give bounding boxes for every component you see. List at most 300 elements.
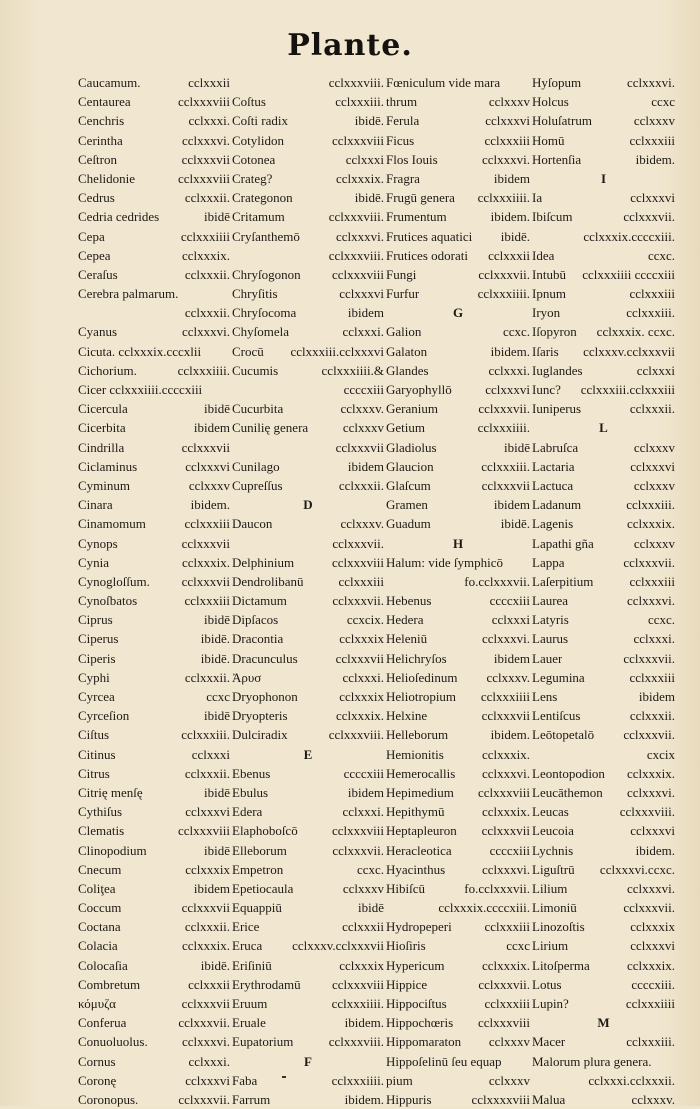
index-entry: [232, 265, 386, 284]
index-entry: [232, 1071, 386, 1090]
entry-name: Crateg?: [232, 170, 273, 186]
entry-name: Chelidonie: [78, 170, 136, 186]
entry-reference: cclxxxix.: [481, 804, 530, 820]
entry-name: Ibiſcum: [532, 209, 573, 225]
entry-name: Latyris: [532, 612, 569, 628]
entry-name: Delphinium: [232, 554, 295, 570]
index-entry: [386, 1090, 532, 1109]
entry-name: Conuoluolus.: [78, 1034, 148, 1050]
index-entry: [78, 1090, 232, 1109]
entry-reference: cclxxxix.ccccxiii.: [438, 900, 530, 916]
entry-name: Lapathi gña: [532, 535, 594, 551]
entry-reference: cclxxxv.: [486, 669, 530, 685]
index-entry: [78, 860, 232, 879]
index-entry: [532, 879, 677, 898]
index-entry: [78, 1071, 232, 1090]
entry-name: H: [452, 535, 464, 551]
index-entry: [386, 361, 532, 380]
entry-reference: ibidem: [493, 497, 530, 513]
entry-reference: cclxxxiii: [629, 573, 675, 589]
index-column-3: [386, 73, 532, 1109]
entry-name: Cynoſbatos: [78, 593, 138, 609]
entry-name: Glaſcum: [386, 477, 431, 493]
entry-name: thrum: [386, 94, 418, 110]
entry-reference: cclxxxii: [342, 919, 384, 935]
letter-heading: [232, 495, 386, 514]
index-entry: [232, 438, 386, 457]
index-entry: [532, 131, 677, 150]
entry-name: Coronę: [78, 1072, 117, 1088]
entry-name: Daucon: [232, 516, 273, 532]
entry-reference: cclxxxvi.: [481, 151, 530, 167]
index-entry: [386, 668, 532, 687]
entry-name: Cedria cedrides: [78, 209, 160, 225]
entry-reference: cclxxxvii.: [623, 554, 675, 570]
entry-name: Holcus: [532, 94, 569, 110]
index-entry: [232, 1013, 386, 1032]
entry-name: Holuſatrum: [532, 113, 592, 129]
entry-reference: cclxxxiiii.: [477, 420, 530, 436]
entry-reference: cclxxxviii: [332, 976, 384, 992]
index-entry: [78, 975, 232, 994]
entry-name: Cicerbita: [78, 420, 126, 436]
entry-name: Leōtopetalō: [532, 727, 595, 743]
entry-name: Lens: [532, 689, 558, 704]
entry-name: Ciclaminus: [78, 458, 138, 474]
index-entry: [232, 725, 386, 744]
entry-name: Frutices odorati: [386, 247, 468, 263]
index-entry: [232, 169, 386, 188]
entry-reference: cclxxxvii.: [623, 650, 675, 666]
entry-name: Hypericum: [386, 957, 445, 973]
entry-name: Farrum: [232, 1091, 271, 1107]
entry-name: Cotylidon: [232, 132, 285, 148]
entry-reference: cclxxxix.: [481, 746, 530, 762]
entry-name: Hedera: [386, 612, 424, 628]
entry-reference: cclxxxv.cclxxxvii: [583, 343, 675, 359]
entry-reference: cclxxxvii.: [178, 1091, 230, 1107]
index-entry: [532, 687, 677, 706]
entry-name: Glandes: [386, 362, 429, 378]
index-entry: [78, 73, 232, 92]
entry-reference: cclxxxvii.: [478, 401, 530, 417]
index-entry: [232, 687, 386, 706]
index-entry: [78, 227, 232, 246]
entry-reference: cclxxxix.: [626, 516, 675, 532]
entry-name: Hippoſelinū ſeu equap: [386, 1053, 502, 1069]
entry-name: Conferua: [78, 1015, 127, 1031]
entry-reference: ibidem.: [190, 497, 230, 513]
index-entry: [232, 764, 386, 783]
entry-reference: fo.cclxxxvii.: [464, 573, 530, 589]
entry-reference: cclxxxi.: [633, 631, 675, 647]
entry-name: Coccum: [78, 900, 122, 916]
index-entry: [386, 1013, 532, 1032]
entry-name: Cyrcea: [78, 689, 115, 704]
entry-reference: cclxxxviii: [332, 132, 384, 148]
index-entry: [78, 572, 232, 591]
entry-reference: ibidē.: [354, 113, 384, 129]
entry-name: pium: [386, 1072, 413, 1088]
index-entry: [78, 361, 232, 380]
entry-name: Cucumis: [232, 362, 279, 378]
entry-name: Cythiſus: [78, 804, 123, 820]
entry-reference: cclxxxvii: [481, 823, 530, 839]
entry-reference: cclxxxvii.: [623, 727, 675, 743]
entry-name: Iſaris: [532, 343, 559, 359]
index-entry: [386, 553, 532, 572]
index-entry: [532, 150, 677, 169]
entry-name: Combretum: [78, 976, 141, 992]
entry-name: Lupin?: [532, 996, 569, 1011]
entry-reference: ibidē: [358, 900, 384, 916]
entry-name: Hippociſtus: [386, 996, 447, 1011]
entry-reference: cclxxxi.: [188, 1053, 230, 1069]
entry-reference: ccxc.: [502, 324, 530, 340]
index-entry: [386, 956, 532, 975]
entry-name: Clematis: [78, 823, 125, 839]
entry-reference: ccxc.: [647, 247, 675, 263]
index-entry: [386, 457, 532, 476]
index-entry: [386, 649, 532, 668]
entry-name: Cyminum: [78, 477, 131, 493]
entry-name: Guadum: [386, 516, 431, 532]
index-entry: [532, 783, 677, 802]
entry-name: Heleniū: [386, 631, 428, 647]
entry-reference: cclxxxix.: [335, 170, 384, 186]
entry-name: Heptapleuron: [386, 823, 457, 839]
entry-reference: cclxxxvi.: [181, 1034, 230, 1050]
entry-reference: cclxxxix.: [181, 938, 230, 954]
letter-heading: [532, 1013, 677, 1032]
index-entry: [386, 841, 532, 860]
index-entry: [532, 476, 677, 495]
entry-reference: cclxxxiii: [338, 573, 384, 589]
index-entry: [386, 495, 532, 514]
entry-reference: cclxxxviii.: [328, 247, 384, 263]
entry-name: I: [600, 170, 607, 186]
index-entry: [232, 207, 386, 226]
index-entry: [232, 975, 386, 994]
index-entry: [386, 879, 532, 898]
index-entry: [386, 572, 532, 591]
entry-name: Dendrolibanū: [232, 573, 304, 589]
entry-name: Lotus: [532, 976, 562, 992]
entry-name: Galaton: [386, 343, 428, 359]
entry-reference: cclxxxii.: [184, 919, 230, 935]
index-entry: [386, 860, 532, 879]
index-entry: [532, 860, 677, 879]
index-entry: [78, 745, 232, 764]
entry-reference: cclxxxviii: [332, 823, 384, 839]
entry-name: Colocaſia: [78, 957, 128, 973]
entry-reference: cclxxxviii: [178, 170, 230, 186]
entry-reference: ibidē.: [200, 650, 230, 666]
index-entry: [386, 629, 532, 648]
index-entry: [386, 821, 532, 840]
entry-reference: ibidē.: [200, 957, 230, 973]
entry-name: Cindrilla: [78, 439, 125, 455]
index-entry: [78, 725, 232, 744]
index-entry: [386, 1052, 532, 1071]
index-entry: [232, 668, 386, 687]
entry-name: Leucāthemon: [532, 784, 603, 800]
index-entry: [232, 629, 386, 648]
entry-name: Chyſomela: [232, 324, 290, 340]
entry-reference: cclxxxv: [342, 880, 384, 896]
entry-reference: cclxxxix.: [181, 247, 230, 263]
entry-reference: cclxxxvii: [481, 477, 530, 493]
entry-name: Ia: [532, 190, 543, 206]
entry-reference: cclxxxiii.: [626, 497, 675, 513]
entry-name: Lauer: [532, 650, 563, 666]
index-entry: [532, 917, 677, 936]
entry-reference: cclxxxvi.: [626, 593, 675, 609]
entry-name: κόμυζα: [78, 996, 116, 1011]
entry-reference: cclxxxiii: [629, 132, 675, 148]
entry-name: Hippice: [386, 976, 428, 992]
entry-reference: cclxxxvi.: [626, 880, 675, 896]
index-entry: [232, 92, 386, 111]
entry-reference: cclxxxvi.: [481, 765, 530, 781]
index-entry: [532, 821, 677, 840]
index-entry: [78, 457, 232, 476]
entry-reference: cclxxxvii: [181, 996, 230, 1011]
index-entry: [78, 764, 232, 783]
entry-name: Cupreſſus: [232, 477, 283, 493]
entry-reference: cclxxxiiii.: [331, 996, 384, 1011]
entry-name: Cicer cclxxxiiii.ccccxiii: [78, 382, 203, 397]
index-entry: [532, 92, 677, 111]
entry-name: Ἀρυσ: [232, 669, 262, 685]
index-entry: [532, 399, 677, 418]
entry-name: Elleborum: [232, 842, 287, 858]
entry-name: Macer: [532, 1034, 566, 1050]
index-entry: [78, 936, 232, 955]
index-entry: [232, 898, 386, 917]
entry-name: Eruale: [232, 1015, 266, 1031]
entry-name: Ciperus: [78, 631, 119, 647]
entry-reference: cclxxxvi.: [626, 75, 675, 90]
index-entry: [78, 399, 232, 418]
entry-name: Glaucion: [386, 458, 434, 474]
index-entry: [78, 994, 232, 1013]
index-entry: [386, 131, 532, 150]
entry-name: Helleborum: [386, 727, 449, 743]
entry-reference: cclxxxii: [188, 976, 230, 992]
index-entry: [232, 342, 386, 361]
index-entry: [532, 457, 677, 476]
entry-reference: cclxxxv: [633, 439, 675, 455]
index-entry: [78, 169, 232, 188]
entry-name: Getium: [386, 420, 425, 436]
entry-name: Cunilię genera: [232, 420, 309, 436]
entry-reference: cclxxxiii: [484, 996, 530, 1011]
entry-reference: ibidē.: [200, 631, 230, 647]
entry-name: Hepithymū: [386, 804, 445, 820]
entry-name: Hyacinthus: [386, 861, 446, 877]
entry-reference: cclxxxviii: [332, 266, 384, 282]
entry-name: Eruum: [232, 996, 268, 1011]
entry-name: Frutices aquatici: [386, 228, 473, 244]
entry-reference: ccxc.: [356, 861, 384, 877]
entry-reference: cclxxxv: [633, 535, 675, 551]
entry-reference: ibidē.: [354, 190, 384, 206]
entry-name: Iſopyron: [532, 324, 577, 340]
entry-name: Cyanus: [78, 324, 117, 340]
index-entry: [532, 207, 677, 226]
index-entry: [78, 534, 232, 553]
entry-name: Geranium: [386, 401, 438, 417]
entry-name: Hippochœris: [386, 1015, 454, 1031]
index-entry: [532, 438, 677, 457]
entry-name: Leucas: [532, 804, 569, 820]
entry-reference: cclxxxviii.: [619, 804, 675, 820]
entry-reference: ccxc.: [647, 612, 675, 628]
entry-reference: cclxxxi.: [488, 362, 530, 378]
index-entry: [232, 936, 386, 955]
index-entry: [232, 380, 386, 399]
entry-reference: ccxcix.: [346, 612, 384, 628]
index-entry: [386, 265, 532, 284]
entry-name: Leucoia: [532, 823, 574, 839]
entry-name: Halum: vide ſymphicō: [386, 554, 503, 570]
entry-name: Eupatorium: [232, 1034, 294, 1050]
index-entry: [532, 802, 677, 821]
entry-name: Lentiſcus: [532, 708, 581, 724]
index-entry: [386, 399, 532, 418]
index-entry: [386, 725, 532, 744]
entry-reference: cclxxxvi.: [181, 324, 230, 340]
entry-name: Cornus: [78, 1053, 116, 1069]
index-entry: [386, 764, 532, 783]
entry-reference: cclxxxvi: [630, 938, 675, 954]
index-entry: [386, 418, 532, 437]
entry-reference: cclxxxiiii: [180, 228, 230, 244]
index-entry: [532, 745, 677, 764]
entry-reference: ibidem: [493, 170, 530, 186]
index-column-1: [78, 73, 232, 1109]
entry-name: Cryſanthemō: [232, 228, 300, 244]
index-entry: [532, 322, 677, 341]
entry-name: Ferula: [386, 113, 420, 129]
index-entry: [232, 572, 386, 591]
index-entry: [78, 841, 232, 860]
entry-name: Citinus: [78, 746, 116, 762]
index-column-4: [532, 73, 677, 1109]
entry-reference: ccccxiii: [489, 842, 530, 858]
entry-reference: cclxxxvi: [630, 458, 675, 474]
entry-reference: ibidem: [347, 458, 384, 474]
entry-name: Caucamum.: [78, 75, 141, 90]
entry-reference: cclxxxvi: [485, 113, 530, 129]
entry-reference: cclxxxii: [488, 247, 530, 263]
index-entry: [386, 111, 532, 130]
index-entry: [232, 73, 386, 92]
index-entry: [232, 879, 386, 898]
index-entry: [386, 169, 532, 188]
index-entry: [532, 572, 677, 591]
entry-name: F: [304, 1053, 312, 1069]
letter-heading: [532, 169, 677, 188]
entry-name: Citrię menſę: [78, 784, 143, 800]
entry-name: Elaphoboſcō: [232, 823, 298, 839]
entry-reference: ibidem.: [490, 727, 530, 743]
index-columns: [78, 73, 677, 1109]
entry-reference: cclxxxiii.: [335, 94, 384, 110]
index-entry: [386, 476, 532, 495]
entry-name: Hemionitis: [386, 746, 444, 762]
index-entry: [532, 898, 677, 917]
entry-reference: cclxxxix.: [626, 957, 675, 973]
index-entry: [532, 725, 677, 744]
entry-name: Citrus: [78, 765, 110, 781]
index-entry: [386, 898, 532, 917]
entry-name: Hemerocallis: [386, 765, 456, 781]
entry-reference: cclxxxvii.: [332, 535, 384, 551]
entry-name: Lychnis: [532, 842, 574, 858]
index-entry: [532, 668, 677, 687]
entry-name: Gramen: [386, 497, 428, 513]
index-entry: [386, 150, 532, 169]
index-entry: [78, 687, 232, 706]
index-entry: [78, 303, 232, 322]
index-entry: [232, 821, 386, 840]
index-entry: [78, 207, 232, 226]
entry-name: L: [599, 420, 608, 436]
index-entry: [386, 802, 532, 821]
index-entry: [532, 1071, 677, 1090]
entry-name: Coſtus: [232, 94, 266, 110]
index-entry: [232, 246, 386, 265]
entry-name: Hebenus: [386, 593, 432, 609]
entry-reference: cclxxxi.cclxxxii.: [588, 1072, 675, 1088]
index-entry: [78, 917, 232, 936]
entry-reference: cclxxxv.cclxxxvii: [292, 938, 384, 954]
entry-name: Centaurea: [78, 94, 131, 110]
index-entry: [532, 610, 677, 629]
entry-reference: cclxxxii.: [184, 765, 230, 781]
entry-reference: cclxxxiii: [184, 593, 230, 609]
entry-reference: cclxxxi.: [342, 804, 384, 820]
index-entry: [78, 610, 232, 629]
entry-name: Laurus: [532, 631, 569, 647]
entry-name: Hyſopum: [532, 75, 582, 90]
index-entry: [232, 802, 386, 821]
index-entry: [232, 841, 386, 860]
entry-reference: cclxxxv: [488, 1034, 530, 1050]
entry-reference: cclxxxix: [630, 919, 675, 935]
entry-reference: cclxxxvii: [181, 535, 230, 551]
index-entry: [386, 284, 532, 303]
entry-name: Dracunculus: [232, 650, 298, 666]
entry-name: Hippomaraton: [386, 1034, 462, 1050]
index-entry: [386, 591, 532, 610]
entry-name: Cyphi: [78, 669, 110, 685]
entry-reference: cclxxxiii.: [481, 458, 530, 474]
entry-reference: cclxxxiii: [629, 286, 675, 302]
entry-reference: cclxxxviii: [178, 823, 230, 839]
entry-reference: cclxxxii.: [338, 477, 384, 493]
entry-reference: cclxxxiii: [484, 919, 530, 935]
index-entry: [232, 227, 386, 246]
index-entry: [78, 246, 232, 265]
entry-reference: ibidem.: [490, 343, 530, 359]
entry-reference: cclxxxvii: [181, 573, 230, 589]
entry-name: Homū: [532, 132, 565, 148]
index-entry: [232, 553, 386, 572]
entry-name: Cunilago: [232, 458, 280, 474]
